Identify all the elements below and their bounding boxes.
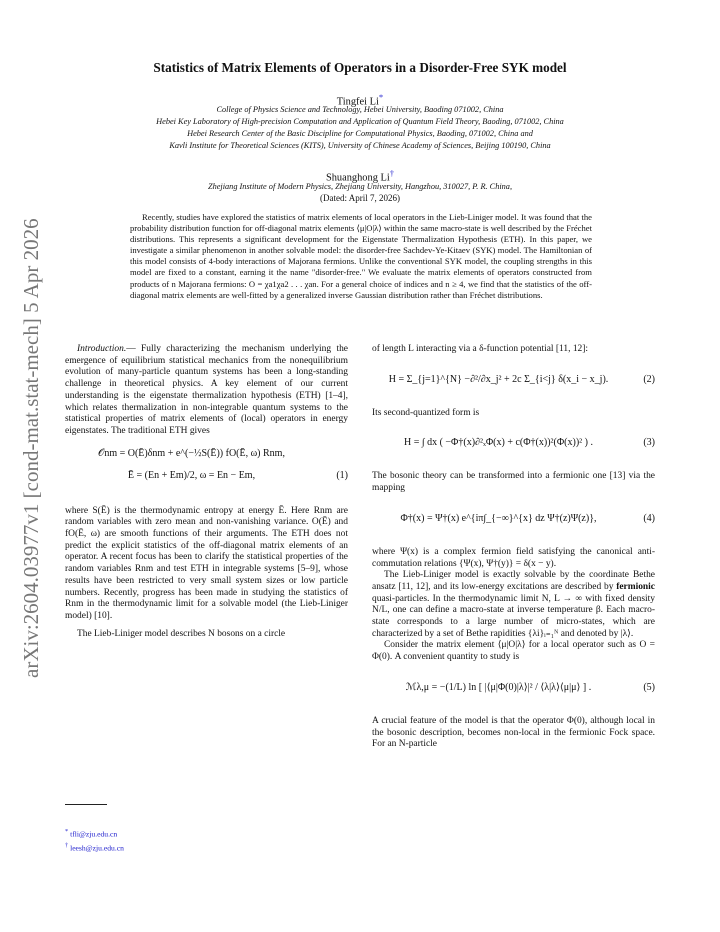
equation-1-line-a: 𝒪nm = O(Ē)δnm + e^(−½S(Ē)) fO(Ē, ω) Rnm, <box>98 447 285 459</box>
footnote-2 <box>65 840 124 854</box>
equation-3-body: H = ∫ dx ( −Φ†(x)∂²ₓΦ(x) + c(Φ†(x))²(Φ(x))² ) . <box>403 437 593 449</box>
left-column <box>65 344 348 640</box>
equation-1-line-b: Ē = (En + Em)/2, ω = En − Em, <box>127 469 256 481</box>
intro-paragraph: Introduction.— Fully characterizing the mechanism underlying the emergence of equilibrium statistical mechanics from the nonequilibrium evolution of many-particle quantum systems has been a long-standing challenge in theoretical physics. A key element of our current understanding is the eigenstate thermalization hypothesis (ETH) [1–4], which relates thermalization in non-integrable quantum systems to the statistical properties of matrix elements of (local) operators in energy eigenstates. The traditional ETH gives <box>65 344 348 436</box>
date-line: (Dated: April 7, 2026) <box>320 193 400 203</box>
equation-4-body: Φ†(x) = Ψ†(x) e^{iπ∫_{−∞}^{x} dz Ψ†(z)Ψ(z)}, <box>400 512 597 524</box>
paragraph: The Lieb-Liniger model is exactly solvable by the coordinate Bethe ansatz [11, 12], and its low-energy excitations are described by fermionic quasi-particles. In the thermodynamic limit N, L → ∞ with fixed density N/L, one can define a macro-state at inverse temperature β. Each macro-state corresponds to a large number of micro-states, which are characterized by a set of Bethe rapidities {λi}ᵢ₌₁ᴺ and denoted by |λ⟩. <box>372 570 655 639</box>
paragraph: where Ψ(x) is a complex fermion field satisfying the canonical anti-commutation relations {Ψ(x), Ψ†(y)} = δ(x − y). <box>372 546 655 569</box>
affiliation-block-1 <box>50 104 670 152</box>
paragraph: The bosonic theory can be transformed into a fermionic one [13] via the mapping <box>372 471 655 494</box>
affiliation-line: Hebei Research Center of the Basic Discipline for Computational Physics, Baoding, 071002, China and <box>187 129 533 138</box>
equation-4 <box>372 503 655 539</box>
equation-2 <box>372 364 655 400</box>
arxiv-stamp-text: arXiv:2604.03977v1 [cond-mat.stat-mech] 5 Apr 2026 <box>19 218 43 678</box>
author-1-footnote-link[interactable]: * <box>378 92 384 102</box>
paragraph: Consider the matrix element ⟨μ|O|λ⟩ for a local operator such as O = Φ(0). A convenient quantity to study is <box>372 640 655 663</box>
affiliation-line: Zhejiang Institute of Modern Physics, Zhejiang University, Hangzhou, 310027, P. R. China, <box>207 182 513 191</box>
footnote-1 <box>65 826 124 840</box>
equation-3 <box>372 427 655 463</box>
author-1-name: Tingfei Li <box>336 96 379 108</box>
footnote-1-mark: * <box>65 828 69 835</box>
arxiv-identifier-stamp <box>19 200 45 680</box>
abstract: Recently, studies have explored the statistics of matrix elements of local operators in the Lieb-Liniger model. It was found that the probability distribution function for off-diagonal matrix elements ⟨μ|O|λ⟩ within the same macro-state is well described by the Fréchet distributions. This represents a significant development for the Eigenstate Thermalization Hypothesis (ETH). In this paper, we investigate a similar phenomenon in another solvable model: the disorder-free Sachdev-Ye-Kitaev (SYK) model. The Hamiltonian of this model consists of 4-body interactions of Majorana fermions. Unlike the conventional SYK model, the coupling strengths in this model are fixed to a constant, earning it the name "disorder-free." We evaluate the matrix elements of operators constructed from products of n Majorana fermions: O = χa1χa2 . . . χan. For a general choice of indices and n ≥ 4, we find that the statistics of the off-diagonal matrix elements are well-fitted by a generalized inverse Gaussian distribution rather than Fréchet distributions. <box>130 212 592 300</box>
footnote-2-email-link[interactable]: leesh@zju.edu.cn <box>70 843 124 853</box>
paragraph: The Lieb-Liniger model describes N bosons on a circle <box>77 628 286 639</box>
equation-2-body: H = Σ_{j=1}^{N} −∂²/∂x_j² + 2c Σ_{i<j} δ(x_i − x_j). <box>388 373 609 385</box>
author-2-name: Shuanghong Li <box>325 172 390 184</box>
author-2-footnote-link[interactable]: † <box>389 168 395 178</box>
footnotes <box>65 826 124 853</box>
footnote-1-email-link[interactable]: tfli@zju.edu.cn <box>70 829 118 839</box>
affiliation-line: College of Physics Science and Technology, Hebei University, Baoding 071002, China <box>216 105 504 114</box>
equation-1 <box>65 446 348 498</box>
affiliation-line: Kavli Institute for Theoretical Sciences (KITS), University of Chinese Academy of Sciences, Beijing 100190, China <box>169 141 551 150</box>
equation-1-number: (1) <box>336 469 348 481</box>
affiliation-block-2 <box>50 181 670 193</box>
paragraph: of length L interacting via a δ-function potential [11, 12]: <box>372 344 589 354</box>
equation-3-number: (3) <box>643 437 655 449</box>
equation-5-number: (5) <box>643 681 655 693</box>
paragraph: A crucial feature of the model is that the operator Φ(0), although local in the bosonic description, becomes non-local in the fermionic Fock space. For an N-particle <box>372 715 655 750</box>
equation-4-number: (4) <box>643 512 655 524</box>
emphasis-fermionic: fermionic <box>616 581 655 592</box>
intro-lead: Introduction. <box>77 344 127 354</box>
paragraph: Its second-quantized form is <box>372 407 480 418</box>
footnote-2-mark: † <box>65 841 69 849</box>
right-column <box>372 344 655 751</box>
footnote-divider <box>65 804 107 805</box>
affiliation-line: Hebei Key Laboratory of High-precision Computation and Application of Quantum Field Theory, Baoding, 071002, China <box>156 117 564 126</box>
paragraph: where S(Ē) is the thermodynamic entropy at energy Ē. Here Rnm are random variables with zero mean and non-vanishing variance. O(Ē) and fO(Ē, ω) are smooth functions of their arguments. The ETH does not predict the explicit statistics of the off-diagonal matrix elements of an operator. A recent focus has been to clarify the statistical properties of the random variables Rnm and test ETH in integrable systems [5–9], whose results have been restricted to very small system sizes or low particle numbers. Recently, progress has been made in studying the statistics of Rnm in the thermodynamic limit for a solvable model (the Lieb-Liniger model) [10]. <box>65 505 348 621</box>
equation-5 <box>372 672 655 708</box>
paper-title: Statistics of Matrix Elements of Operators in a Disorder-Free SYK model <box>153 60 567 75</box>
equation-2-number: (2) <box>643 373 655 385</box>
equation-5-body: ℳλ,μ = −(1/L) ln [ |⟨μ|Φ(0)|λ⟩|² / ⟨λ|λ⟩⟨μ|μ⟩ ] . <box>405 681 592 693</box>
